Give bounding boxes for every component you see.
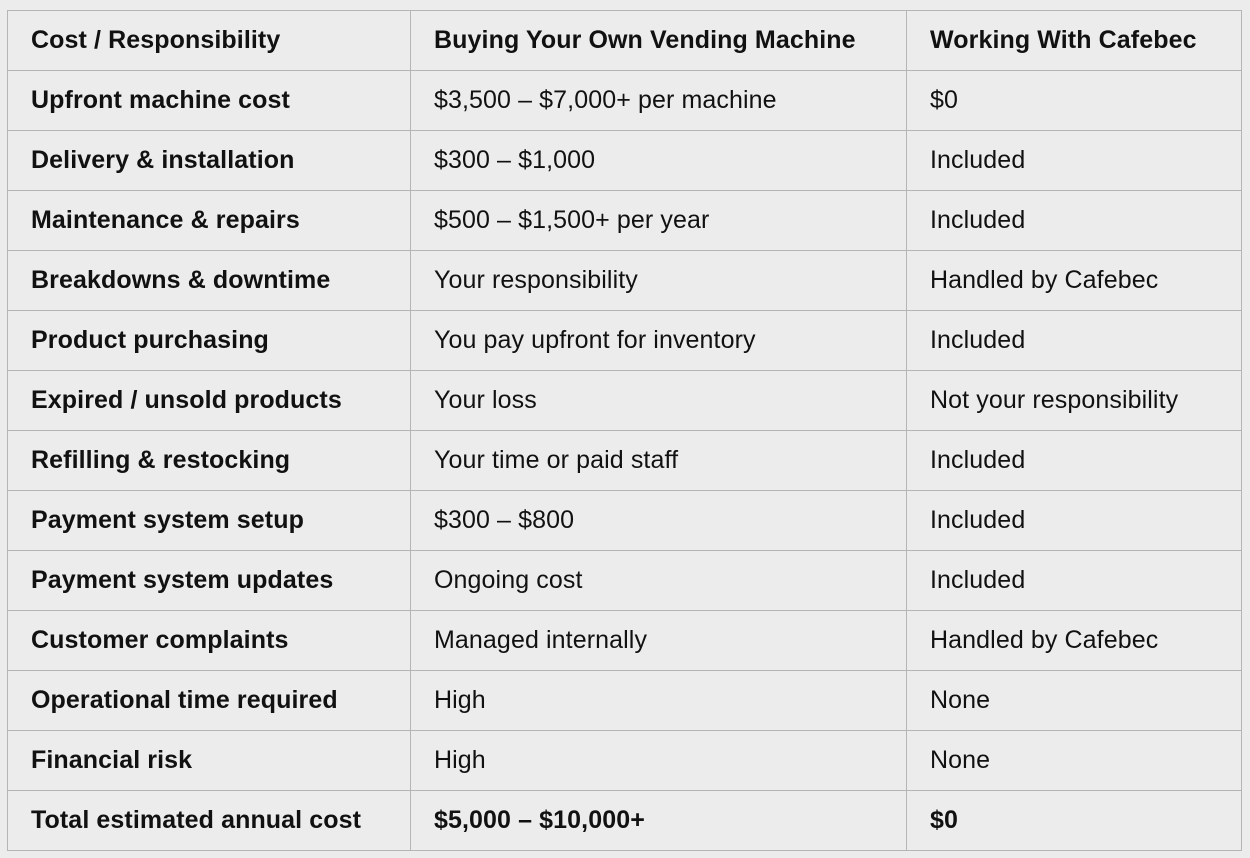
own-machine-cell: Your responsibility bbox=[411, 251, 907, 311]
cafebec-cell: Included bbox=[907, 491, 1242, 551]
row-label: Payment system updates bbox=[8, 551, 411, 611]
own-machine-cell: $300 – $1,000 bbox=[411, 131, 907, 191]
table-row bbox=[8, 491, 1242, 551]
row-label: Product purchasing bbox=[8, 311, 411, 371]
own-machine-cell: Managed internally bbox=[411, 611, 907, 671]
cafebec-cell: $0 bbox=[907, 71, 1242, 131]
own-machine-cell: Your loss bbox=[411, 371, 907, 431]
table-header bbox=[8, 11, 1242, 71]
row-label: Breakdowns & downtime bbox=[8, 251, 411, 311]
own-machine-total-cell: $5,000 – $10,000+ bbox=[411, 791, 907, 851]
cafebec-cell: None bbox=[907, 671, 1242, 731]
row-label: Total estimated annual cost bbox=[8, 791, 411, 851]
table-row bbox=[8, 731, 1242, 791]
own-machine-cell: Ongoing cost bbox=[411, 551, 907, 611]
cafebec-cell: Included bbox=[907, 431, 1242, 491]
table-row bbox=[8, 251, 1242, 311]
table-row bbox=[8, 611, 1242, 671]
table-row bbox=[8, 311, 1242, 371]
table-row bbox=[8, 431, 1242, 491]
table-row bbox=[8, 671, 1242, 731]
cafebec-cell: None bbox=[907, 731, 1242, 791]
total-row bbox=[8, 791, 1242, 851]
row-label: Customer complaints bbox=[8, 611, 411, 671]
row-label: Financial risk bbox=[8, 731, 411, 791]
table-row bbox=[8, 551, 1242, 611]
header-row bbox=[8, 11, 1242, 71]
cafebec-cell: Included bbox=[907, 311, 1242, 371]
own-machine-cell: High bbox=[411, 731, 907, 791]
row-label: Upfront machine cost bbox=[8, 71, 411, 131]
row-label: Maintenance & repairs bbox=[8, 191, 411, 251]
row-label: Payment system setup bbox=[8, 491, 411, 551]
own-machine-cell: $500 – $1,500+ per year bbox=[411, 191, 907, 251]
cafebec-cell: Handled by Cafebec bbox=[907, 251, 1242, 311]
cafebec-cell: Included bbox=[907, 131, 1242, 191]
cafebec-cell: Not your responsibility bbox=[907, 371, 1242, 431]
row-label: Delivery & installation bbox=[8, 131, 411, 191]
header-buying-own-machine: Buying Your Own Vending Machine bbox=[411, 11, 907, 71]
header-working-with-cafebec: Working With Cafebec bbox=[907, 11, 1242, 71]
table-body bbox=[8, 71, 1242, 851]
comparison-table bbox=[7, 10, 1242, 851]
cafebec-cell: Included bbox=[907, 551, 1242, 611]
row-label: Operational time required bbox=[8, 671, 411, 731]
cafebec-total-cell: $0 bbox=[907, 791, 1242, 851]
table-row bbox=[8, 71, 1242, 131]
own-machine-cell: High bbox=[411, 671, 907, 731]
header-cost-responsibility: Cost / Responsibility bbox=[8, 11, 411, 71]
own-machine-cell: Your time or paid staff bbox=[411, 431, 907, 491]
own-machine-cell: $3,500 – $7,000+ per machine bbox=[411, 71, 907, 131]
row-label: Expired / unsold products bbox=[8, 371, 411, 431]
own-machine-cell: You pay upfront for inventory bbox=[411, 311, 907, 371]
own-machine-cell: $300 – $800 bbox=[411, 491, 907, 551]
cafebec-cell: Handled by Cafebec bbox=[907, 611, 1242, 671]
table-row bbox=[8, 371, 1242, 431]
table-row bbox=[8, 191, 1242, 251]
row-label: Refilling & restocking bbox=[8, 431, 411, 491]
table-row bbox=[8, 131, 1242, 191]
cafebec-cell: Included bbox=[907, 191, 1242, 251]
